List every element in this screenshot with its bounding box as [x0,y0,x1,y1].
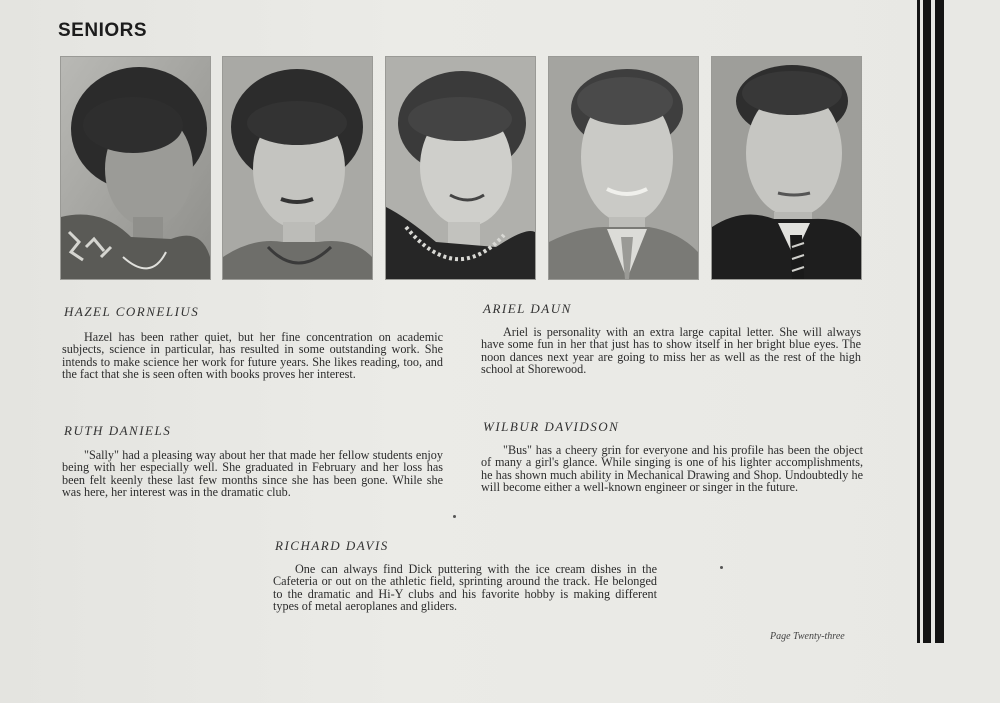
student-name-hazel-cornelius: HAZEL CORNELIUS [64,304,200,319]
student-name-ariel-daun: ARIEL DAUN [483,301,572,316]
portrait-hazel-cornelius [60,56,211,280]
portrait-richard-davis [711,56,862,280]
portrait-wilbur-davidson [548,56,699,280]
section-title: SENIORS [58,20,148,41]
print-speck [453,515,456,518]
binding-stripe [923,0,931,643]
binding-stripe [917,0,920,643]
student-bio-hazel-cornelius: Hazel has been rather quiet, but her fine concentration on academic subjects, science in particular, has resulted in some outstanding work. She intends to make science her work for future years. She likes reading, too, and the fact that she is seen often with books proves her interest. [62,330,443,382]
student-bio-ruth-daniels: "Sally" had a pleasing way about her that made her fellow students enjoy being with her especially well. She graduated in February and her loss has been felt keenly these last few months since she has been gone. While she was here, her interest was in the dramatic club. [62,448,443,500]
student-name-wilbur-davidson: WILBUR DAVIDSON [483,419,620,434]
binding-stripe [935,0,944,643]
print-speck [720,566,723,569]
student-bio-wilbur-davidson: "Bus" has a cheery grin for everyone and his profile has been the object of many a girl's glance. While singing is one of his lighter accomplishments, he has shown much ability in Mechanical Drawing and Shop. Undoubtedly he will become either a well-known engineer or singer in the future. [481,443,863,495]
student-name-richard-davis: RICHARD DAVIS [275,538,389,553]
student-name-ruth-daniels: RUTH DANIELS [64,423,172,438]
student-bio-ariel-daun: Ariel is personality with an extra large capital letter. She will always have some fun in her that just has to show itself in her bright blue eyes. The noon dances next year are going to miss her as well as the rest of the high school at Shorewood. [481,325,861,377]
page-number: Page Twenty-three [770,631,845,642]
portrait-ruth-daniels [385,56,536,280]
student-bio-richard-davis: One can always find Dick puttering with the ice cream dishes in the Cafeteria or out on the athletic field, sprinting around the track. He belonged to the dramatic and Hi-Y clubs and his favorite hobby is making different types of metal aeroplanes and gliders. [273,562,657,614]
portrait-ariel-daun [222,56,373,280]
